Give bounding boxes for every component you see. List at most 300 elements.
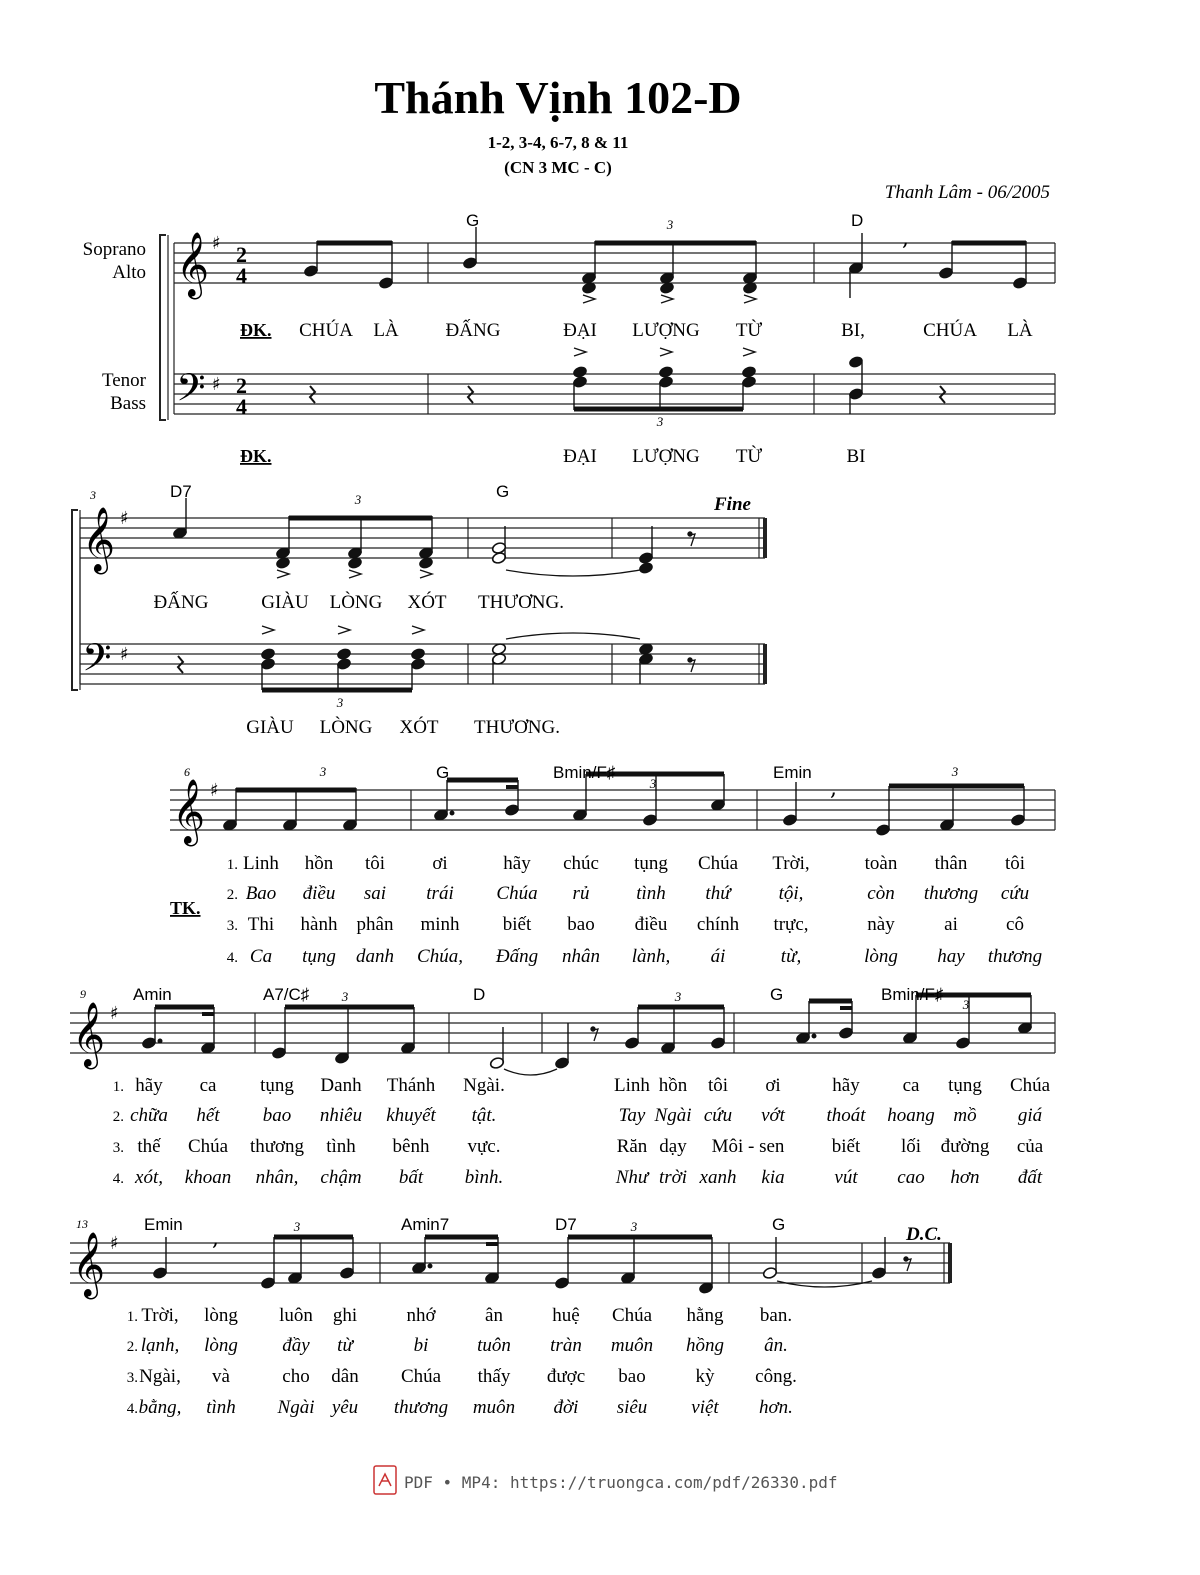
- lyric: Ngài: [277, 1397, 315, 1418]
- lyric: bao: [567, 914, 595, 935]
- beam: [262, 688, 412, 693]
- lyric: Chúa: [1009, 1075, 1051, 1096]
- lyric: tật.: [471, 1105, 497, 1126]
- lyric: biết: [831, 1136, 861, 1157]
- time-signature: 4: [236, 394, 247, 419]
- lyric: tụng: [260, 1075, 294, 1096]
- lyric: toàn: [864, 853, 898, 874]
- lyric: Ngài: [654, 1105, 692, 1126]
- beam: [425, 1235, 498, 1240]
- dot: [812, 1034, 816, 1038]
- beam: [317, 241, 392, 246]
- lyric: trời: [658, 1167, 688, 1188]
- verse-numbers: 1-2, 3-4, 6-7, 8 & 11: [487, 133, 629, 152]
- occasion: (CN 3 MC - C): [504, 158, 612, 177]
- lyric: CHÚA: [299, 320, 353, 341]
- lyric: danh: [356, 946, 394, 967]
- treble-clef-icon: 𝄞: [176, 232, 210, 297]
- lyric: Chúa: [611, 1305, 653, 1326]
- time-signature: 2: [236, 242, 247, 267]
- lyric: nhiêu: [319, 1105, 363, 1126]
- accent-mark: [744, 295, 756, 303]
- beam: [289, 516, 432, 521]
- beam: [568, 1235, 712, 1240]
- lyric: cho: [282, 1366, 310, 1387]
- lyric: vút: [834, 1167, 858, 1188]
- triplet-number: 3: [951, 764, 959, 779]
- lyric: đầy: [282, 1335, 310, 1356]
- lyric: của: [1016, 1136, 1044, 1157]
- lyric: Bao: [245, 883, 277, 904]
- lyric: lòng: [864, 946, 898, 967]
- lyric: việt: [691, 1397, 719, 1418]
- lyric: từ: [337, 1335, 353, 1356]
- lyric: GIÀU: [246, 717, 294, 738]
- lyric: XÓT: [399, 717, 439, 738]
- lyric: lối: [900, 1136, 922, 1157]
- lyric: minh: [420, 914, 460, 935]
- chord: Amin: [133, 985, 172, 1004]
- triplet-number: 3: [674, 989, 682, 1004]
- dot: [450, 811, 454, 815]
- lyric: ai: [944, 914, 958, 935]
- lyric: tình: [206, 1397, 236, 1418]
- lyric: bình.: [464, 1167, 504, 1188]
- measure-number: 6: [184, 765, 190, 779]
- lyric: trực,: [773, 914, 809, 935]
- verse-number: 2.: [226, 887, 238, 903]
- triplet-number: 3: [336, 695, 344, 710]
- lyric: thương: [987, 946, 1043, 967]
- beam: [236, 788, 356, 793]
- lyric: Tay: [618, 1105, 646, 1126]
- part-soprano: Soprano: [82, 239, 146, 260]
- lyric: Ca: [249, 946, 273, 967]
- notehead: [638, 561, 653, 574]
- lyric: lành,: [631, 946, 671, 967]
- lyric: xót,: [135, 1167, 163, 1188]
- lyric: huệ: [552, 1305, 580, 1326]
- lyric: Ngài.: [463, 1075, 505, 1096]
- lyric: chúc: [563, 853, 599, 874]
- lyric: vớt: [761, 1105, 785, 1126]
- accent-mark: [262, 626, 274, 634]
- lyric: siêu: [616, 1397, 648, 1418]
- lyric: hơn.: [759, 1397, 793, 1418]
- time-signature: 4: [236, 263, 247, 288]
- sharp-icon: ♯: [210, 780, 219, 801]
- lyric: tụng: [948, 1075, 982, 1096]
- triplet-number: 3: [666, 217, 674, 232]
- accent-mark: [661, 295, 673, 303]
- tie: [777, 1281, 872, 1287]
- footer: [374, 1466, 837, 1494]
- refrain-label: ĐK.: [240, 320, 272, 340]
- lyric: Linh: [243, 853, 279, 874]
- lyric: Chúa,: [417, 946, 463, 967]
- triplet-number: 3: [354, 492, 362, 507]
- lyric: XÓT: [407, 592, 447, 613]
- sharp-icon: ♯: [120, 644, 129, 665]
- lyric: hãy: [135, 1075, 163, 1096]
- eighth-rest: [688, 658, 692, 662]
- lyric: Chúa: [496, 883, 538, 904]
- lyric: dân: [331, 1366, 359, 1387]
- system-bracket: [160, 235, 166, 420]
- accent-mark: [349, 570, 361, 578]
- lyric: cao: [897, 1167, 925, 1188]
- tie: [506, 570, 640, 576]
- chord: D7: [555, 1215, 577, 1234]
- dc-marking: D.C.: [906, 1224, 942, 1245]
- beam: [506, 785, 518, 789]
- lyric: đất: [1017, 1167, 1043, 1188]
- bass-clef-icon: 𝄢: [82, 635, 112, 689]
- lyric: bênh: [392, 1136, 430, 1157]
- lyric: xanh: [699, 1167, 737, 1188]
- treble-clef-icon: 𝄞: [72, 1232, 106, 1297]
- verse-number: 3.: [126, 1370, 138, 1386]
- lyric: bi: [413, 1335, 429, 1356]
- triplet-number: 3: [649, 776, 657, 791]
- chord: Amin7: [401, 1215, 450, 1234]
- lyric: Danh: [320, 1075, 362, 1096]
- beam: [155, 1005, 214, 1010]
- verse-lyrics: [113, 853, 1051, 1418]
- lyric: bằng,: [138, 1397, 182, 1418]
- chord: A7/C♯: [263, 985, 310, 1004]
- sharp-icon: ♯: [110, 1233, 119, 1254]
- chord: Emin: [773, 763, 812, 782]
- lyric: hành: [300, 914, 338, 935]
- lyric: tuôn: [477, 1335, 511, 1356]
- lyric: này: [867, 914, 895, 935]
- lyric: Thi: [247, 914, 275, 935]
- triplet-number: 3: [293, 1219, 301, 1234]
- lyric: cứu: [1000, 883, 1030, 904]
- time-signature: 2: [236, 373, 247, 398]
- lyric: tụng: [302, 946, 336, 967]
- accent-mark: [743, 348, 755, 356]
- lyric: khuyết: [386, 1105, 436, 1126]
- verse-number: 4.: [126, 1401, 138, 1417]
- lyric: Đấng: [495, 946, 539, 967]
- lyric: thoát: [826, 1105, 866, 1126]
- lyric: điều: [302, 883, 336, 904]
- chord: Emin: [144, 1215, 183, 1234]
- verse-number: 3.: [226, 918, 238, 934]
- eighth-rest: [904, 1257, 908, 1261]
- lyric: ĐẠI: [563, 446, 597, 467]
- lyric: chữa: [130, 1105, 168, 1126]
- lyric: thấy: [477, 1366, 511, 1387]
- lyric: Như: [615, 1167, 649, 1188]
- lyric: thương: [393, 1397, 449, 1418]
- lyric: Trời,: [772, 853, 810, 874]
- beam: [952, 241, 1026, 246]
- dot: [428, 1264, 432, 1268]
- lyric: LÒNG: [319, 717, 373, 738]
- fine-marking: Fine: [714, 494, 751, 515]
- triplet-number: 3: [341, 989, 349, 1004]
- sharp-icon: ♯: [212, 374, 221, 395]
- chord: D7: [170, 482, 192, 501]
- lyric: Trời,: [141, 1305, 179, 1326]
- lyric: nhân: [562, 946, 600, 967]
- lyric: TỪ: [735, 320, 763, 341]
- verse-number: 2.: [126, 1339, 138, 1355]
- lyric: ân: [485, 1305, 503, 1326]
- treble-clef-icon: 𝄞: [72, 1002, 106, 1067]
- lyric: chính: [696, 914, 740, 935]
- measure-number: 3: [90, 488, 96, 502]
- lyric: khoan: [184, 1167, 232, 1188]
- tie: [506, 633, 640, 639]
- lyric: trái: [426, 883, 454, 904]
- lyric: hãy: [503, 853, 531, 874]
- lyric: Chúa: [400, 1366, 442, 1387]
- lyric: bao: [262, 1105, 292, 1126]
- lyric: LÀ: [373, 320, 399, 341]
- beam: [274, 1235, 353, 1240]
- treble-clef-icon: 𝄞: [172, 779, 206, 844]
- lyric: hồng: [686, 1335, 724, 1356]
- notehead: [572, 365, 587, 378]
- lyric: Răn: [616, 1136, 648, 1157]
- triplet-number: 3: [962, 997, 970, 1012]
- triplet-number: 3: [656, 414, 664, 429]
- chord: D: [473, 985, 486, 1004]
- lyric: chậm: [320, 1167, 362, 1188]
- lyric: nhớ: [406, 1305, 436, 1326]
- lyric: tràn: [550, 1335, 582, 1356]
- triplet-number: 3: [319, 764, 327, 779]
- lyric: Chúa: [187, 1136, 229, 1157]
- lyric: muôn: [472, 1397, 516, 1418]
- accent-mark: [583, 295, 595, 303]
- lyric: Ngài,: [139, 1366, 181, 1387]
- lyric: tình: [636, 883, 666, 904]
- lyric: ĐẤNG: [153, 592, 209, 613]
- breath-mark-icon: ,: [212, 1226, 219, 1251]
- lyric: hằng: [686, 1305, 724, 1326]
- lyric: ơi: [765, 1075, 781, 1096]
- lyric: muôn: [610, 1335, 654, 1356]
- lyric: GIÀU: [261, 592, 309, 613]
- lyric: được: [546, 1366, 586, 1387]
- beam: [889, 784, 1024, 789]
- lyric: điều: [634, 914, 668, 935]
- lyric: bất: [398, 1167, 424, 1188]
- tie: [504, 1069, 557, 1075]
- beam: [638, 1005, 724, 1010]
- beam: [285, 1005, 414, 1010]
- composer: Thanh Lâm - 06/2005: [884, 182, 1050, 203]
- lyric: giá: [1017, 1105, 1043, 1126]
- lyric: tụng: [634, 853, 668, 874]
- lyric: ca: [902, 1075, 920, 1096]
- footer-link[interactable]: PDF • MP4: https://truongca.com/pdf/26330.pdf: [404, 1473, 838, 1492]
- lyric: cứu: [703, 1105, 733, 1126]
- lyric: từ,: [780, 946, 802, 967]
- accent-mark: [574, 348, 586, 356]
- refrain-label: ĐK.: [240, 446, 272, 466]
- lyric: thương: [249, 1136, 305, 1157]
- lyric: cô: [1006, 914, 1024, 935]
- lyric: vực.: [467, 1136, 501, 1157]
- part-alto: Alto: [112, 262, 146, 283]
- chord: G: [770, 985, 784, 1004]
- notehead: [658, 365, 673, 378]
- verse-number: 4.: [112, 1171, 124, 1187]
- eighth-rest: [591, 1027, 595, 1031]
- lyric: ca: [199, 1075, 217, 1096]
- treble-clef-icon: 𝄞: [82, 507, 116, 572]
- beam: [809, 999, 852, 1004]
- lyric: ái: [710, 946, 726, 967]
- lyric: LÀ: [1007, 320, 1033, 341]
- notehead: [741, 365, 756, 378]
- dot: [158, 1039, 162, 1043]
- lyric: hay: [937, 946, 965, 967]
- lyric: hết: [196, 1105, 220, 1126]
- lyric: nhân,: [255, 1167, 299, 1188]
- lyric: tôi: [1004, 853, 1026, 874]
- lyric: công.: [755, 1366, 797, 1387]
- chord: G: [496, 482, 510, 501]
- lyric: bao: [618, 1366, 646, 1387]
- beam: [447, 778, 518, 783]
- lyric: hoang: [887, 1105, 935, 1126]
- accent-mark: [420, 570, 432, 578]
- beam: [202, 1012, 214, 1016]
- chord: G: [772, 1215, 786, 1234]
- notehead: [260, 647, 275, 660]
- eighth-rest: [688, 532, 692, 536]
- lyric: hơn: [950, 1167, 980, 1188]
- lyric: thế: [137, 1136, 161, 1157]
- lyric: LÒNG: [329, 592, 383, 613]
- lyric: đường: [940, 1136, 990, 1157]
- lyric: BI: [846, 446, 866, 467]
- beam: [574, 407, 743, 412]
- beam: [840, 1006, 852, 1010]
- sharp-icon: ♯: [120, 508, 129, 529]
- lyric: THƯƠNG.: [478, 592, 564, 613]
- verse-number: 3.: [112, 1140, 124, 1156]
- lyric: THƯƠNG.: [474, 717, 560, 738]
- breath-mark-icon: ,: [830, 776, 837, 801]
- lyric: LƯỢNG: [632, 320, 700, 341]
- lyric: đời: [553, 1397, 579, 1418]
- lyric: lạnh,: [140, 1335, 180, 1356]
- score-decorations: [72, 217, 970, 1415]
- lyric: kỳ: [695, 1366, 715, 1387]
- lyric: hồn: [304, 853, 334, 874]
- verse-number: 4.: [226, 950, 238, 966]
- lyric: TỪ: [735, 446, 763, 467]
- lyric: Môi - sen: [711, 1136, 785, 1157]
- lyric: và: [212, 1366, 230, 1387]
- lyric: ĐẠI: [563, 320, 597, 341]
- breath-mark-icon: ,: [902, 226, 909, 251]
- lyric: tôi: [364, 853, 386, 874]
- triplet-number: 3: [630, 1219, 638, 1234]
- beam: [595, 241, 756, 246]
- notes: [141, 227, 1032, 1295]
- verse-label: TK.: [170, 898, 201, 918]
- lyric: thân: [934, 853, 968, 874]
- lyric: sai: [363, 883, 387, 904]
- lyric: ân.: [764, 1335, 788, 1356]
- bass-clef-icon: 𝄢: [176, 365, 206, 419]
- lyric: dạy: [659, 1136, 687, 1157]
- lyric: thứ: [705, 883, 731, 904]
- lyric: lòng: [204, 1335, 238, 1356]
- lyric: ghi: [332, 1305, 358, 1326]
- sharp-icon: ♯: [212, 233, 221, 254]
- notehead: [336, 647, 351, 660]
- chord: G: [436, 763, 450, 782]
- lyric: tình: [326, 1136, 356, 1157]
- lyric: yêu: [331, 1397, 359, 1418]
- sharp-icon: ♯: [110, 1003, 119, 1024]
- lyric: biết: [502, 914, 532, 935]
- lyric: hãy: [832, 1075, 860, 1096]
- lyric: rủ: [572, 883, 590, 904]
- lyric: tôi: [707, 1075, 729, 1096]
- pdf-icon: [374, 1466, 396, 1494]
- accent-mark: [660, 348, 672, 356]
- lyric: BI,: [841, 320, 865, 341]
- chord: D: [851, 211, 864, 230]
- verse-number: 1.: [226, 857, 238, 873]
- measure-number: 13: [76, 1217, 88, 1231]
- part-bass: Bass: [110, 393, 146, 414]
- chord: G: [466, 211, 480, 230]
- measure-number: 9: [80, 987, 86, 1001]
- lyric: Thánh: [386, 1075, 436, 1096]
- verse-number: 2.: [112, 1109, 124, 1125]
- lyric: kia: [761, 1167, 785, 1188]
- lyric: Chúa: [697, 853, 739, 874]
- lyric: ban.: [759, 1305, 793, 1326]
- accent-mark: [277, 570, 289, 578]
- page-title: Thánh Vịnh 102-D: [374, 72, 742, 123]
- lyric: mồ: [953, 1105, 977, 1126]
- lyric: hồn: [658, 1075, 688, 1096]
- lyric: còn: [867, 883, 895, 904]
- lyric: luôn: [279, 1305, 313, 1326]
- lyric: thương: [923, 883, 979, 904]
- verse-number: 1.: [126, 1309, 138, 1325]
- lyric: Linh: [614, 1075, 650, 1096]
- lyric: tội,: [778, 883, 804, 904]
- lyric: ơi: [432, 853, 448, 874]
- accent-mark: [412, 626, 424, 634]
- beam: [486, 1242, 498, 1246]
- chord: Bmin/F♯: [553, 763, 616, 782]
- lyric: phân: [356, 914, 394, 935]
- notehead: [410, 647, 425, 660]
- verse-number: 1.: [112, 1079, 124, 1095]
- accent-mark: [338, 626, 350, 634]
- lyric: lòng: [204, 1305, 238, 1326]
- lyric: CHÚA: [923, 320, 977, 341]
- lyric: ĐẤNG: [445, 320, 501, 341]
- system-bracket: [72, 510, 78, 690]
- chord: Bmin/F♯: [881, 985, 944, 1004]
